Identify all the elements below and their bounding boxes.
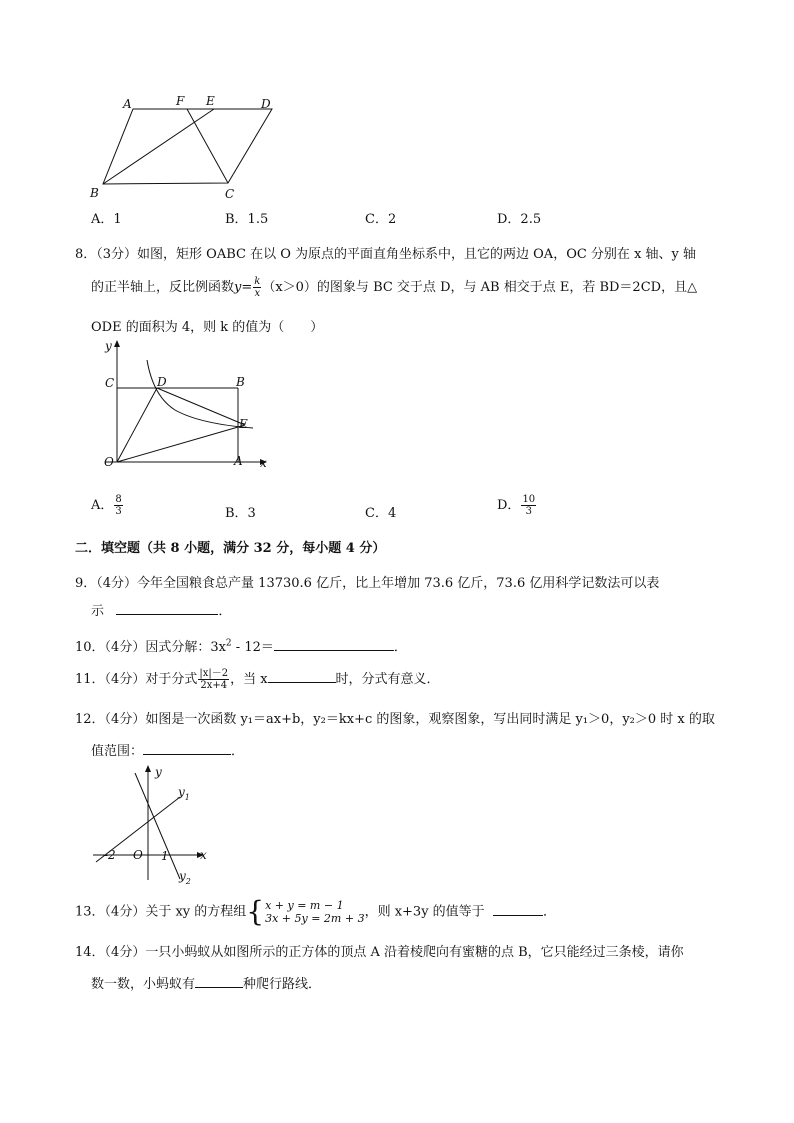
label-D: D <box>157 375 167 389</box>
label-F: F <box>176 94 185 108</box>
q11-prefix: 11．（4分）对于分式 <box>75 672 198 687</box>
figure-linear-functions <box>88 760 218 885</box>
label-C: C <box>105 376 115 390</box>
label-y1-sub: 1 <box>184 793 190 802</box>
q12-line2-text: 值范围： <box>91 744 144 759</box>
q10-suffix: - 12＝ <box>231 640 274 655</box>
label-O: O <box>133 848 143 862</box>
q11-fraction <box>198 668 229 691</box>
q8-func-y: y= <box>234 280 253 295</box>
q13-mid: ，则 x+3y 的值等于 <box>364 904 485 920</box>
label-y2 <box>178 869 191 886</box>
section-heading-fill-blank: 二．填空题（共 8 小题，满分 32 分，每小题 4 分） <box>75 541 386 556</box>
label-O: O <box>104 455 114 469</box>
q10-end: ． <box>393 640 407 655</box>
label-A: A <box>234 454 243 468</box>
q8-option-d <box>497 494 537 517</box>
q11-suffix: 时，分式有意义． <box>335 672 440 687</box>
q8-option-c: C．4 <box>365 506 397 521</box>
q13-answer-blank[interactable] <box>493 903 543 916</box>
q11-den: 2x+4 <box>200 680 228 691</box>
q11-line <box>75 668 440 691</box>
label-y1-main: y <box>178 785 185 799</box>
label-D: D <box>261 97 271 111</box>
q13-eq2: 3x + 5y = 2m + 3 <box>265 912 365 925</box>
label-y1 <box>177 785 190 802</box>
q8-option-b: B．3 <box>225 506 256 521</box>
q7-option-d: D．2.5 <box>497 212 542 227</box>
q10-prefix: 10．（4分）因式分解：3x <box>75 640 226 655</box>
q7-option-a: A．1 <box>91 212 122 227</box>
q10-line <box>75 636 407 655</box>
q12-line1: 12．（4分）如图是一次函数 y₁＝ax+b，y₂＝kx+c 的图象，观察图象，写出同时满足 y₁＞0，y₂＞0 时 x 的取 <box>75 712 715 727</box>
q13-eq1: x + y = m − 1 <box>265 899 344 912</box>
parallelogram-svg <box>85 92 285 204</box>
q8-option-a-den: 3 <box>115 506 122 517</box>
q8-line1: 8．（3分）如图，矩形 OABC 在以 O 为原点的平面直角坐标系中，且它的两边 OA，OC 分别在 x 轴、y 轴 <box>75 247 697 262</box>
q14-line2 <box>91 973 321 992</box>
q8-func-den: x <box>254 288 261 299</box>
label-C: C <box>225 187 235 201</box>
label-minus-two: -2 <box>104 848 116 862</box>
q11-mid: ，当 x <box>230 672 268 687</box>
q12-end: ． <box>231 744 245 759</box>
q14-line2-a: 数一数，小蚂蚁有 <box>91 977 196 992</box>
q8-line2 <box>91 276 697 299</box>
q8-func-num: k <box>254 276 261 287</box>
label-A: A <box>123 97 132 111</box>
q9-answer-blank[interactable] <box>116 602 218 615</box>
q12-line2 <box>91 740 244 759</box>
label-y2-main: y <box>179 869 186 883</box>
q13-end: ． <box>542 904 556 920</box>
q13-system <box>265 899 364 925</box>
q8-line3: ODE 的面积为 4，则 k 的值为（ ） <box>91 320 324 335</box>
label-y: y <box>155 765 162 779</box>
q13-prefix: 13．（4分）关于 xy 的方程组 <box>75 904 247 920</box>
linear-functions-svg <box>88 760 218 885</box>
q9-end: ． <box>218 604 232 619</box>
q8-option-a-fraction <box>114 494 122 517</box>
q8-option-a-num: 8 <box>115 494 122 505</box>
q9-line2-text: 示 <box>91 604 105 619</box>
q8-line2-b: （x＞0）的图象与 BC 交于点 D，与 AB 相交于点 E，若 BD＝2CD，且△ <box>262 280 698 295</box>
q14-line2-b: 种爬行路线． <box>243 977 322 992</box>
label-y: y <box>105 339 112 353</box>
q8-option-d-fraction <box>521 494 536 517</box>
q10-sup: 2 <box>225 638 232 649</box>
q8-line2-a: 的正半轴上，反比例函数 <box>91 280 235 295</box>
figure-rectangle-hyperbola <box>95 338 285 478</box>
label-one: 1 <box>161 849 169 863</box>
q14-answer-blank[interactable] <box>195 975 243 988</box>
q8-func-fraction <box>253 276 261 299</box>
label-B: B <box>236 375 245 389</box>
q13-brace: { <box>246 895 265 928</box>
q14-line1: 14．（4分）一只小蚂蚁从如图所示的正方体的顶点 A 沿着棱爬向有蜜糖的点 B，它只能经过三条棱，请你 <box>75 945 684 960</box>
q7-option-c: C．2 <box>365 212 397 227</box>
q8-option-d-prefix: D． <box>497 498 521 513</box>
label-x: x <box>260 456 267 470</box>
q9-line1: 9．（4分）今年全国粮食总产量 13730.6 亿斤，比上年增加 73.6 亿斤，73.6 亿用科学记数法可以表 <box>75 576 660 591</box>
q10-answer-blank[interactable] <box>274 638 394 651</box>
q11-answer-blank[interactable] <box>268 670 336 683</box>
label-B: B <box>90 186 99 200</box>
q9-line2 <box>91 600 231 619</box>
q13-line <box>75 895 556 928</box>
q12-answer-blank[interactable] <box>143 742 231 755</box>
rectangle-hyperbola-svg <box>95 338 285 478</box>
q8-option-a <box>91 494 124 517</box>
label-E: E <box>206 94 215 108</box>
q7-option-b: B．1.5 <box>225 212 269 227</box>
q8-option-d-num: 10 <box>522 494 536 505</box>
figure-parallelogram <box>85 92 285 204</box>
q11-num: |x|－2 <box>199 668 229 679</box>
label-x: x <box>200 848 207 862</box>
label-E: E <box>239 417 248 431</box>
q8-option-a-prefix: A． <box>91 498 114 513</box>
label-y2-sub: 2 <box>185 877 191 886</box>
q8-option-d-den: 3 <box>525 506 532 517</box>
